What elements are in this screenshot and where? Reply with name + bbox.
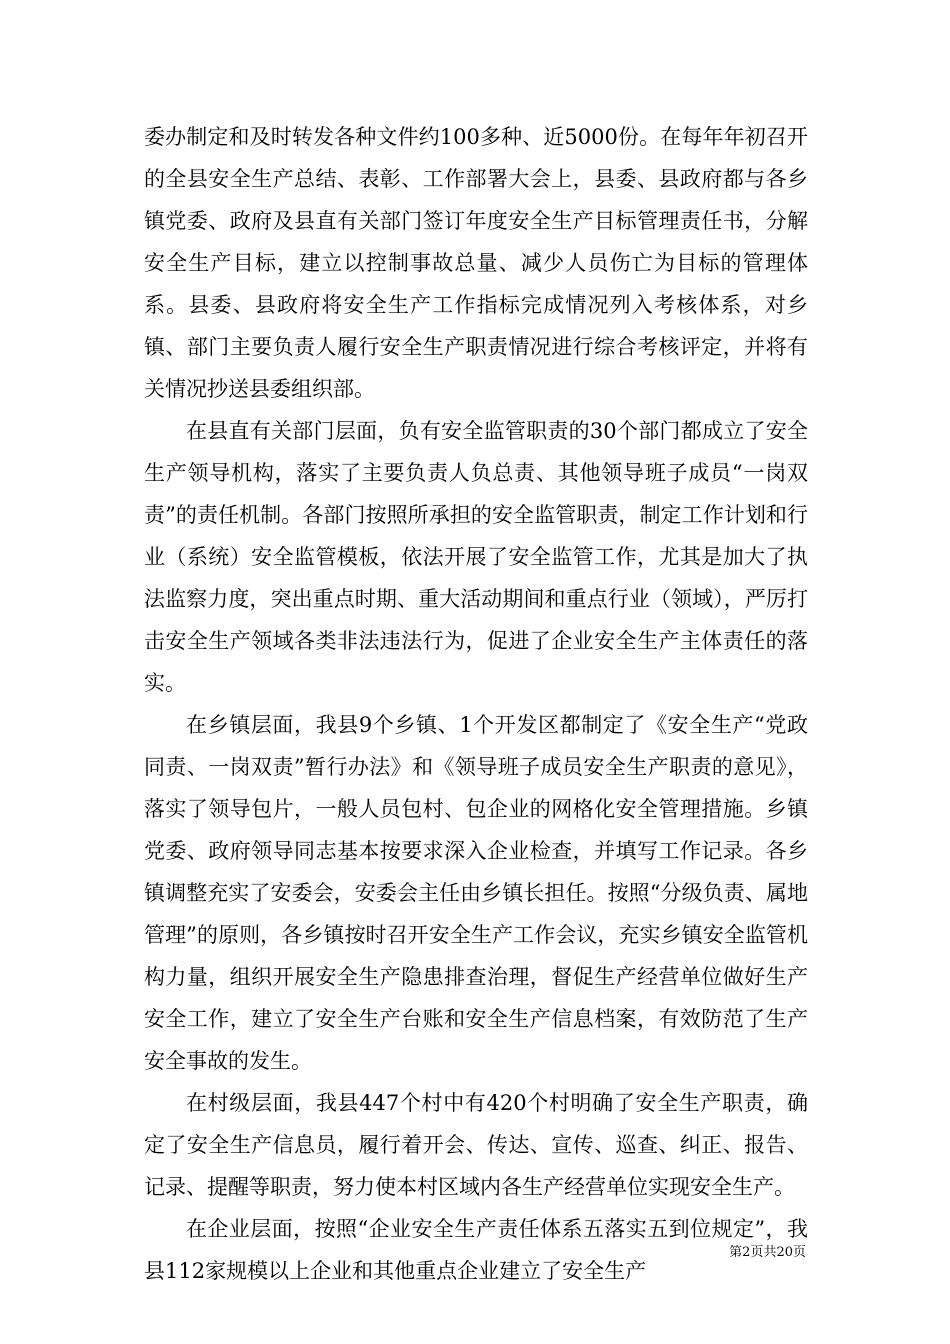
paragraph-continued: 委办制定和及时转发各种文件约100多种、近5000份。在每年年初召开的全县安全生产总结、表彰、工作部署大会上，县委、县政府都与各乡镇党委、政府及县直有关部门签订年度安全生产目标管理责任书，分解安全生产目标，建立以控制事故总量、减少人员伤亡为目标的管理体系。县委、县政府将安全生产工作指标完成情况列入考核体系，对乡镇、部门主要负责人履行安全生产职责情况进行综合考核评定，并将有关情况抄送县委组织部。 xyxy=(144,125,808,401)
paragraph-county-departments: 在县直有关部门层面，负有安全监管职责的30个部门都成立了安全生产领导机构，落实了主要负责人负总责、其他领导班子成员“一岗双责”的责任机制。各部门按照所承担的安全监管职责，制定工作计划和行业（系统）安全监管模板，依法开展了安全监管工作，尤其是加大了执法监察力度，突出重点时期、重大活动期间和重点行业（领域），严厉打击安全生产领域各类非法违法行为，促进了企业安全生产主体责任的落实。 xyxy=(144,419,808,695)
paragraph-villages: 在村级层面，我县447个村中有420个村明确了安全生产职责，确定了安全生产信息员，履行着开会、传达、宣传、巡查、纠正、报告、记录、提醒等职责，努力使本村区域内各生产经营单位实现安全生产。 xyxy=(144,1091,808,1199)
paragraph-enterprises: 在企业层面，按照“企业安全生产责任体系五落实五到位规定”，我县112家规模以上企业和其他重点企业建立了安全生产 xyxy=(144,1217,808,1283)
paragraph-townships: 在乡镇层面，我县9个乡镇、1个开发区都制定了《安全生产“党政同责、一岗双责”暂行办法》和《领导班子成员安全生产职责的意见》，落实了领导包片，一般人员包村、包企业的网格化安全管理措施。乡镇党委、政府领导同志基本按要求深入企业检查，并填写工作记录。各乡镇调整充实了安委会，安委会主任由乡镇长担任。按照“分级负责、属地管理”的原则，各乡镇按时召开安全生产工作会议，充实乡镇安全监管机构力量，组织开展安全生产隐患排查治理，督促生产经营单位做好生产安全工作，建立了安全生产台账和安全生产信息档案，有效防范了生产安全事故的发生。 xyxy=(144,713,808,1073)
page-number: 第2页共20页 xyxy=(729,1245,806,1260)
body-text xyxy=(144,116,808,1292)
